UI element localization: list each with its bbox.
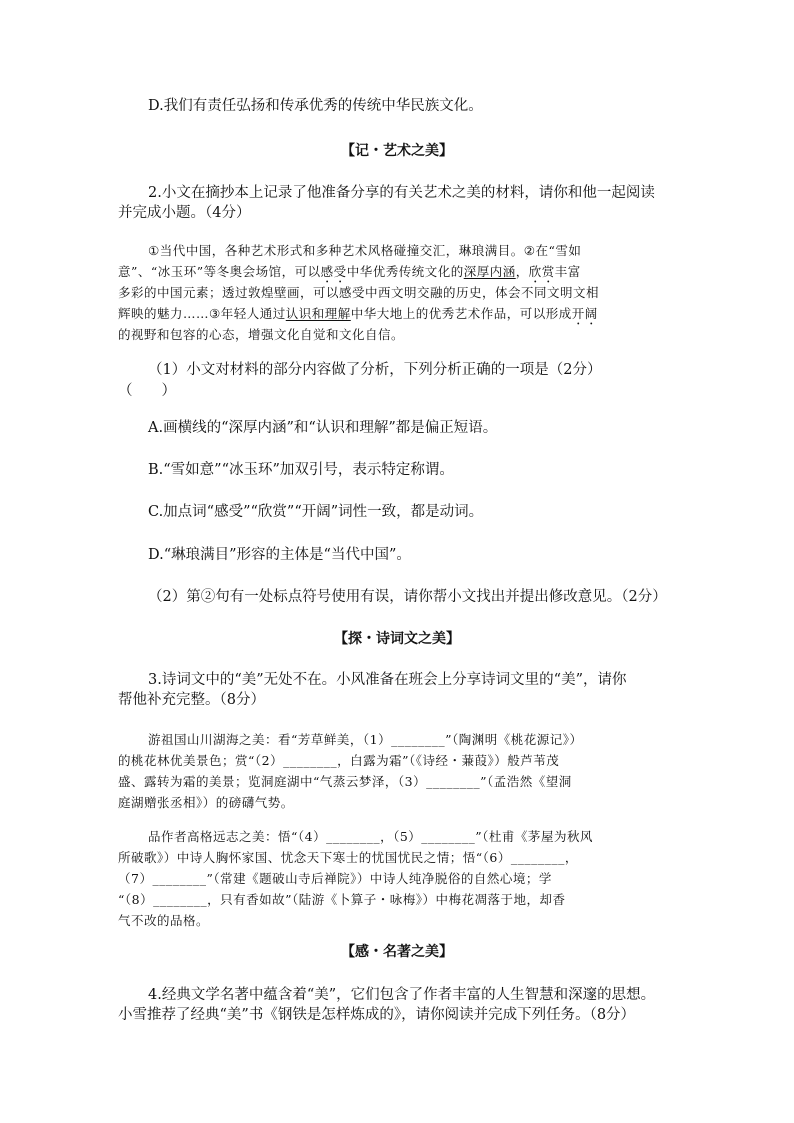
- q3-para1-line4: 庭湖赠张丞相》）的磅礴气势。: [118, 795, 294, 810]
- section-heading-poetry: 【探・诗词文之美】: [334, 631, 460, 647]
- q3-para2-line4: “（8）________，只有香如故”（陆游《卜算子・咏梅》）中梅花凋落于地，却香: [118, 892, 566, 907]
- q3-para1-line1: 游祖国山川湖海之美：看“芳草鲜美，（1）________”（陶渊明《桃花源记》）: [148, 732, 583, 747]
- q2-sub2: （2）第②句有一处标点符号使用有误，请你帮小文找出并提出修改意见。（2分）: [148, 589, 667, 605]
- material-text: 年轻人通过: [220, 306, 286, 321]
- material-line3: 多彩的中国元素；透过敦煌壁画，可以感受中西文明交融的历史，体会不同文明文相: [118, 285, 600, 300]
- q3-para2-line2: 所破歌》）中诗人胸怀家国、忧念天下寒士的忧国忧民之情；悟“（6）________，: [118, 850, 578, 865]
- q1-option-d: D.我们有责任弘扬和传承优秀的传统中华民族文化。: [148, 98, 483, 114]
- q2-sub1-line1: （1）小文对材料的部分内容做了分析，下列分析正确的一项是（2分）: [148, 362, 602, 378]
- q3-para1-line2: 的桃花林优美景色；赏“（2）________，白露为霜”（《诗经・蒹葭》）般芦苇茂: [118, 753, 560, 768]
- q2-stem-line1: 2.小文在摘抄本上记录了他准备分享的有关艺术之美的材料，请你和他一起阅读: [148, 185, 655, 201]
- section-heading-art: 【记・艺术之美】: [341, 143, 453, 159]
- material-line1: [148, 241, 581, 261]
- dotted-word-xinshang: 欣赏: [528, 264, 555, 279]
- underlined-phrase-shenhou-neihan: 深厚内涵: [463, 264, 516, 279]
- circled-number-2: ②: [523, 243, 536, 258]
- dotted-word-ganshou: 感受: [320, 264, 347, 279]
- q2-option-a: A.画横线的“深厚内涵”和“认识和理解”都是偏正短语。: [148, 420, 498, 436]
- material-text: ，: [515, 264, 529, 279]
- q2-stem-line2: 并完成小题。（4分）: [118, 205, 251, 221]
- material-text: 中华优秀传统文化的: [346, 264, 464, 279]
- material-sentence1: 当代中国，各种艺术形式和多种艺术风格碰撞交汇，琳琅满目。: [159, 243, 524, 258]
- material-text: 中华大地上的优秀艺术作品，可以形成: [350, 306, 572, 321]
- q3-para1-line3: 盛、露转为霜的美景；览洞庭湖中“气蒸云梦泽，（3）________”（孟浩然《望洞: [118, 774, 572, 789]
- material-sentence2-start: 在“雪如: [535, 243, 582, 258]
- section-heading-classic: 【感・名著之美】: [341, 944, 453, 960]
- circled-number-1: ①: [148, 243, 160, 258]
- q3-para2-line5: 气不改的品格。: [118, 913, 210, 928]
- material-text: 丰富: [554, 264, 581, 279]
- material-text: 辉映的魅力……: [118, 306, 210, 321]
- q2-sub1-answer-blank: （ ）: [118, 383, 176, 399]
- circled-number-3: ③: [209, 306, 221, 321]
- q2-option-c: C.加点词“感受”“欣赏”“开阔”词性一致，都是动词。: [148, 504, 484, 520]
- underlined-phrase-renshi-lijie: 认识和理解: [285, 306, 351, 321]
- q3-stem-line1: 3.诗词文中的“美”无处不在。小风准备在班会上分享诗词文里的“美”，请你: [148, 672, 627, 688]
- q3-stem-line2: 帮他补充完整。（8分）: [118, 692, 265, 708]
- q4-stem-line1: 4.经典文学名著中蕴含着“美”，它们包含了作者丰富的人生智慧和深邃的思想。: [148, 987, 656, 1003]
- material-text: 意”、“冰玉环”等冬奥会场馆，可以: [118, 264, 321, 279]
- material-line5: 的视野和包容的心态，增强文化自觉和文化自信。: [118, 327, 405, 342]
- q3-para2-line1: 品作者高格远志之美：悟“（4）________，（5）________”（杜甫《茅屋为秋风: [148, 829, 593, 844]
- q3-para2-line3: （7）________”（常建《题破山寺后禅院》）中诗人纯净脱俗的自然心境；学: [118, 871, 552, 886]
- q4-stem-line2: 小雪推荐了经典“美”书《钢铁是怎样炼成的》，请你阅读并完成下列任务。（8分）: [118, 1007, 636, 1023]
- dotted-word-kaikuo: 开阔: [571, 306, 598, 321]
- q2-option-d: D.“琳琅满目”形容的主体是“当代中国”。: [148, 547, 411, 563]
- q2-option-b: B.“雪如意”“冰玉环”加双引号，表示特定称谓。: [148, 462, 454, 478]
